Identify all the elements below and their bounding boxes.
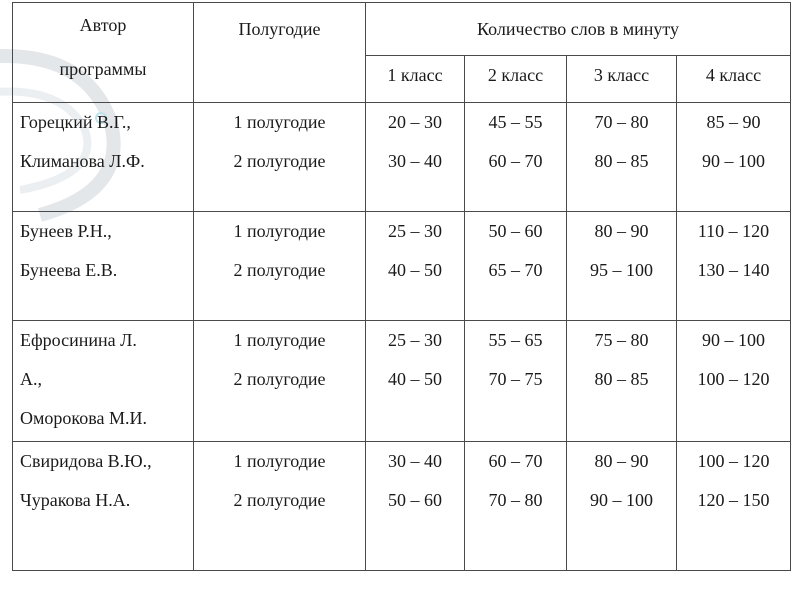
grade-2-cell: 60 – 70 70 – 80 [465,442,567,571]
grade-3-cell: 80 – 90 90 – 100 [567,442,677,571]
grade-3-cell: 75 – 80 80 – 85 [567,321,677,442]
semester-cell: 1 полугодие 2 полугодие [194,103,366,212]
grade-4-cell: 85 – 90 90 – 100 [677,103,791,212]
header-semester: Полугодие [194,3,366,103]
author-cell: Горецкий В.Г., Климанова Л.Ф. [13,103,194,212]
grade-3-cell: 70 – 80 80 – 85 [567,103,677,212]
grade-2-cell: 45 – 55 60 – 70 [465,103,567,212]
header-words-per-minute: Количество слов в минуту [366,3,791,56]
author-cell: Ефросинина Л. А., Оморокова М.И. [13,321,194,442]
table-row [13,442,791,571]
grade-1-cell: 30 – 40 50 – 60 [366,442,465,571]
header-grade-4: 4 класс [677,56,791,103]
grade-1-cell: 25 – 30 40 – 50 [366,212,465,321]
header-author: Автор программы [13,3,194,103]
header-grade-3: 3 класс [567,56,677,103]
grade-4-cell: 110 – 120 130 – 140 [677,212,791,321]
grade-1-cell: 20 – 30 30 – 40 [366,103,465,212]
semester-cell: 1 полугодие 2 полугодие [194,442,366,571]
grade-4-cell: 90 – 100 100 – 120 [677,321,791,442]
grade-2-cell: 50 – 60 65 – 70 [465,212,567,321]
grade-1-cell: 25 – 30 40 – 50 [366,321,465,442]
header-row-1 [13,3,791,56]
semester-cell: 1 полугодие 2 полугодие [194,212,366,321]
table-row [13,212,791,321]
grade-3-cell: 80 – 90 95 – 100 [567,212,677,321]
grade-2-cell: 55 – 65 70 – 75 [465,321,567,442]
table-row [13,321,791,442]
author-cell: Свиридова В.Ю., Чуракова Н.А. [13,442,194,571]
header-grade-2: 2 класс [465,56,567,103]
semester-cell: 1 полугодие 2 полугодие [194,321,366,442]
header-grade-1: 1 класс [366,56,465,103]
grade-4-cell: 100 – 120 120 – 150 [677,442,791,571]
author-cell: Бунеев Р.Н., Бунеева Е.В. [13,212,194,321]
table-row [13,103,791,212]
reading-speed-table [12,2,791,571]
